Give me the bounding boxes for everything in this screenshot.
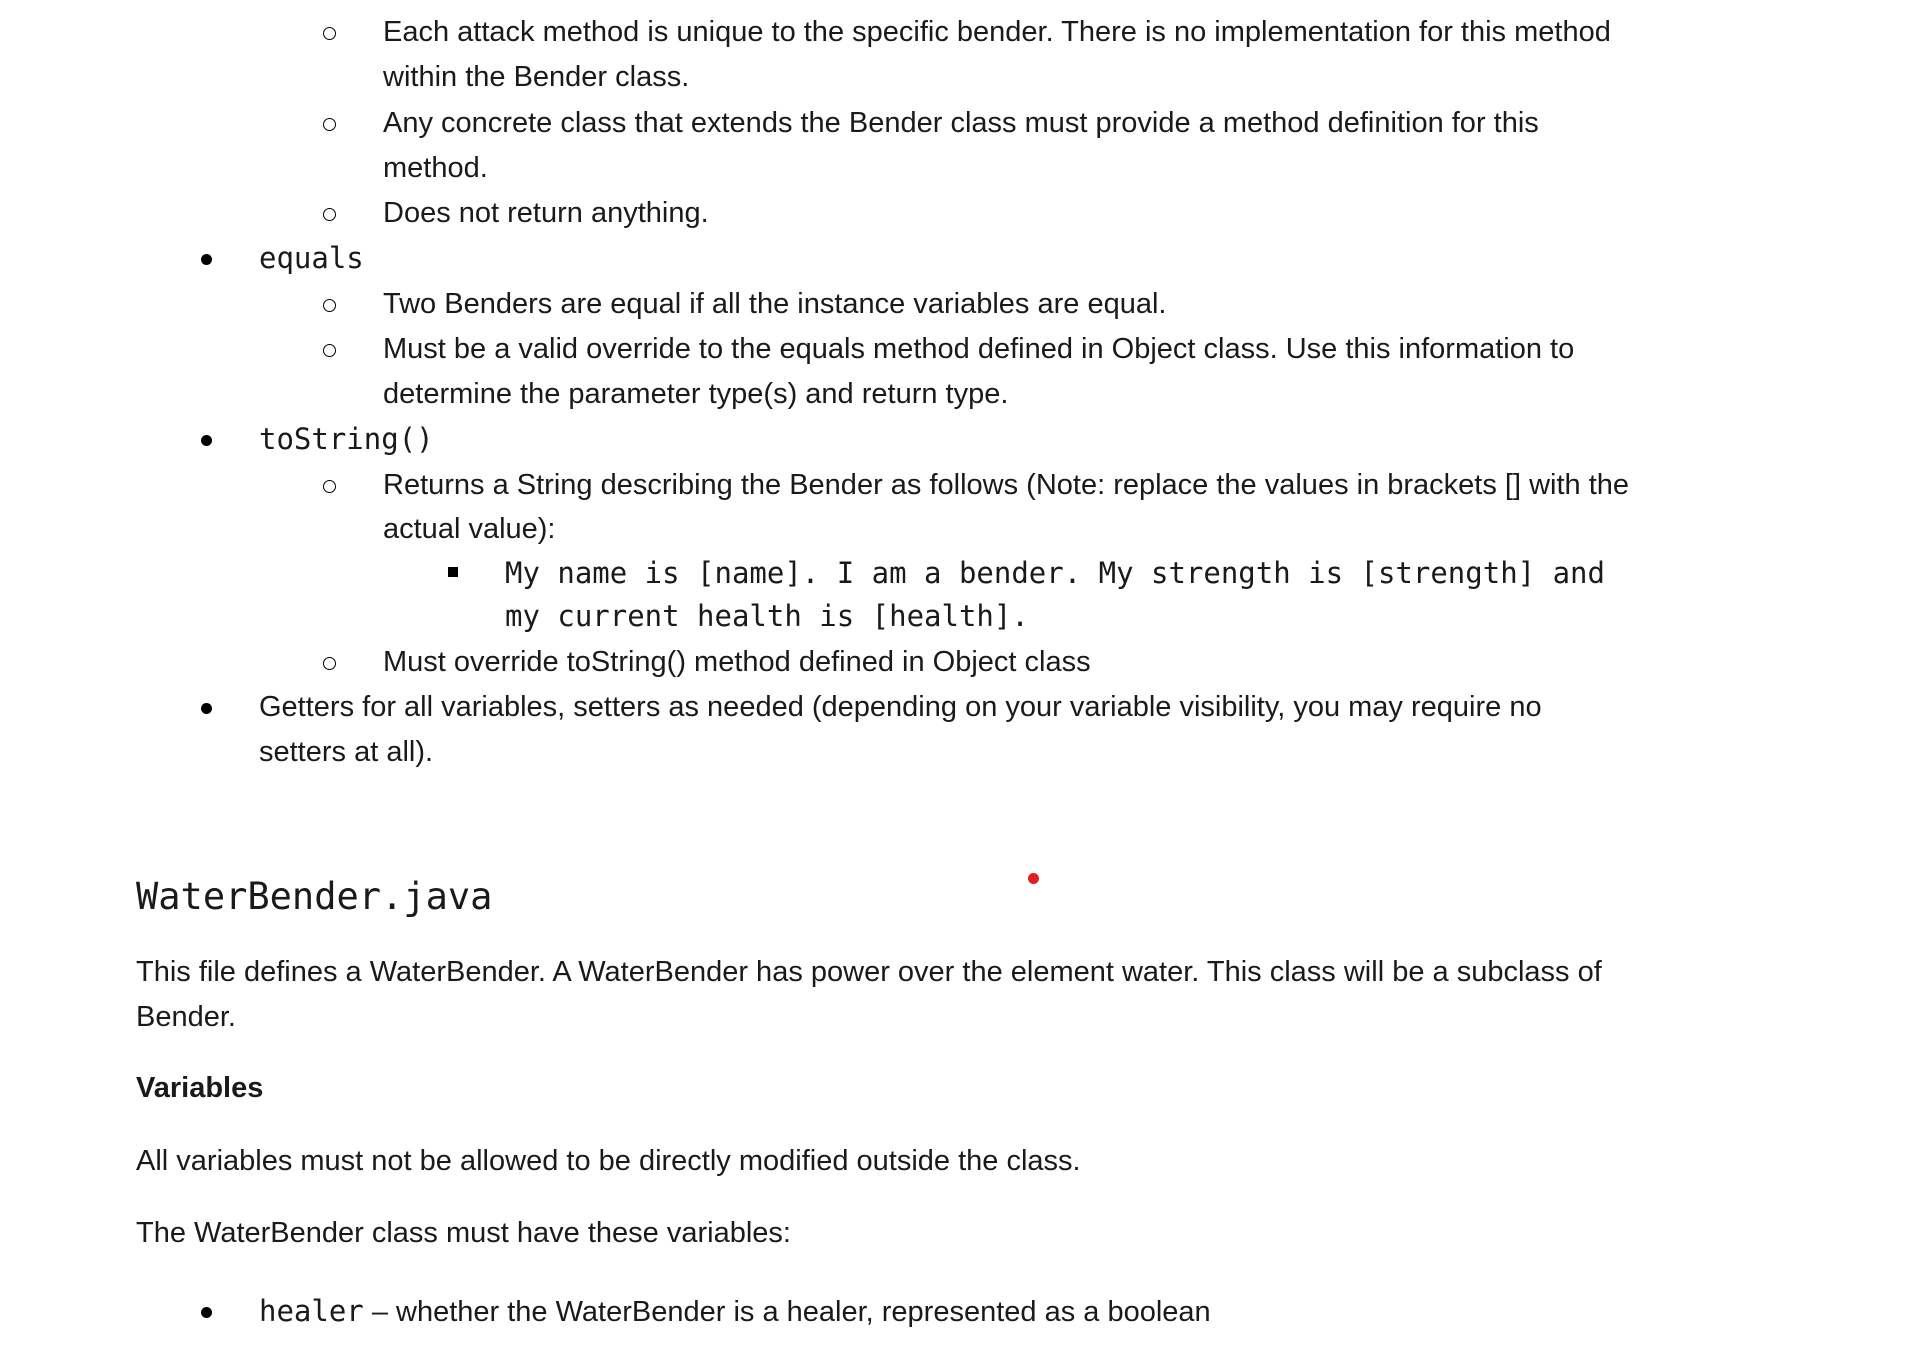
visibility-note: All variables must not be allowed to be directly modified outside the class. <box>136 1145 1081 1177</box>
tostring-format-line-1: My name is [name]. I am a bender. My strength is [strength] and <box>505 556 1605 590</box>
variables-intro: The WaterBender class must have these variables: <box>136 1217 791 1249</box>
equals-subitem-2-line-2: determine the parameter type(s) and return type. <box>383 378 1009 410</box>
sub-bullet <box>323 208 336 221</box>
equals-subitem-1: Two Benders are equal if all the instance variables are equal. <box>383 288 1167 320</box>
list-bullet <box>201 703 212 714</box>
tostring-format-line-2: my current health is [health]. <box>505 599 1029 633</box>
sub-bullet <box>323 299 336 312</box>
attack-subitem-2-line-2: method. <box>383 152 488 184</box>
list-bullet <box>201 254 212 265</box>
variables-heading: Variables <box>136 1072 264 1104</box>
waterbender-intro-line-1: This file defines a WaterBender. A WaterBender has power over the element water. This class will be a subclass of <box>136 956 1602 988</box>
sub-bullet <box>323 657 336 670</box>
sub-sub-bullet <box>448 567 458 577</box>
list-bullet <box>201 1307 212 1318</box>
tostring-override-note: Must override toString() method defined in Object class <box>383 646 1091 678</box>
variable-item-healer <box>259 1289 1211 1335</box>
section-heading: WaterBender.java <box>136 875 493 918</box>
waterbender-intro-line-2: Bender. <box>136 1001 236 1033</box>
getters-line-1: Getters for all variables, setters as needed (depending on your variable visibility, you may require no <box>259 691 1542 723</box>
tostring-returns-line-1: Returns a String describing the Bender as follows (Note: replace the values in brackets [] with the <box>383 469 1630 501</box>
attack-subitem-2-line-1: Any concrete class that extends the Bender class must provide a method definition for this <box>383 107 1539 139</box>
attack-subitem-1-line-1: Each attack method is unique to the specific bender. There is no implementation for this method <box>383 16 1611 48</box>
sub-bullet <box>323 344 336 357</box>
attack-subitem-3: Does not return anything. <box>383 197 709 229</box>
variable-name: healer <box>259 1294 364 1328</box>
sub-bullet <box>323 118 336 131</box>
method-name-equals: equals <box>259 241 364 275</box>
method-name-tostring: toString() <box>259 422 434 456</box>
getters-line-2: setters at all). <box>259 736 434 768</box>
tostring-returns-line-2: actual value): <box>383 513 556 545</box>
attack-subitem-1-line-2: within the Bender class. <box>383 61 690 93</box>
sub-bullet <box>323 27 336 40</box>
list-bullet <box>201 435 212 446</box>
red-marker-dot <box>1028 873 1039 884</box>
variable-description: – whether the WaterBender is a healer, represented as a boolean <box>363 1296 1211 1328</box>
sub-bullet <box>323 480 336 493</box>
equals-subitem-2-line-1: Must be a valid override to the equals method defined in Object class. Use this information to <box>383 333 1575 365</box>
